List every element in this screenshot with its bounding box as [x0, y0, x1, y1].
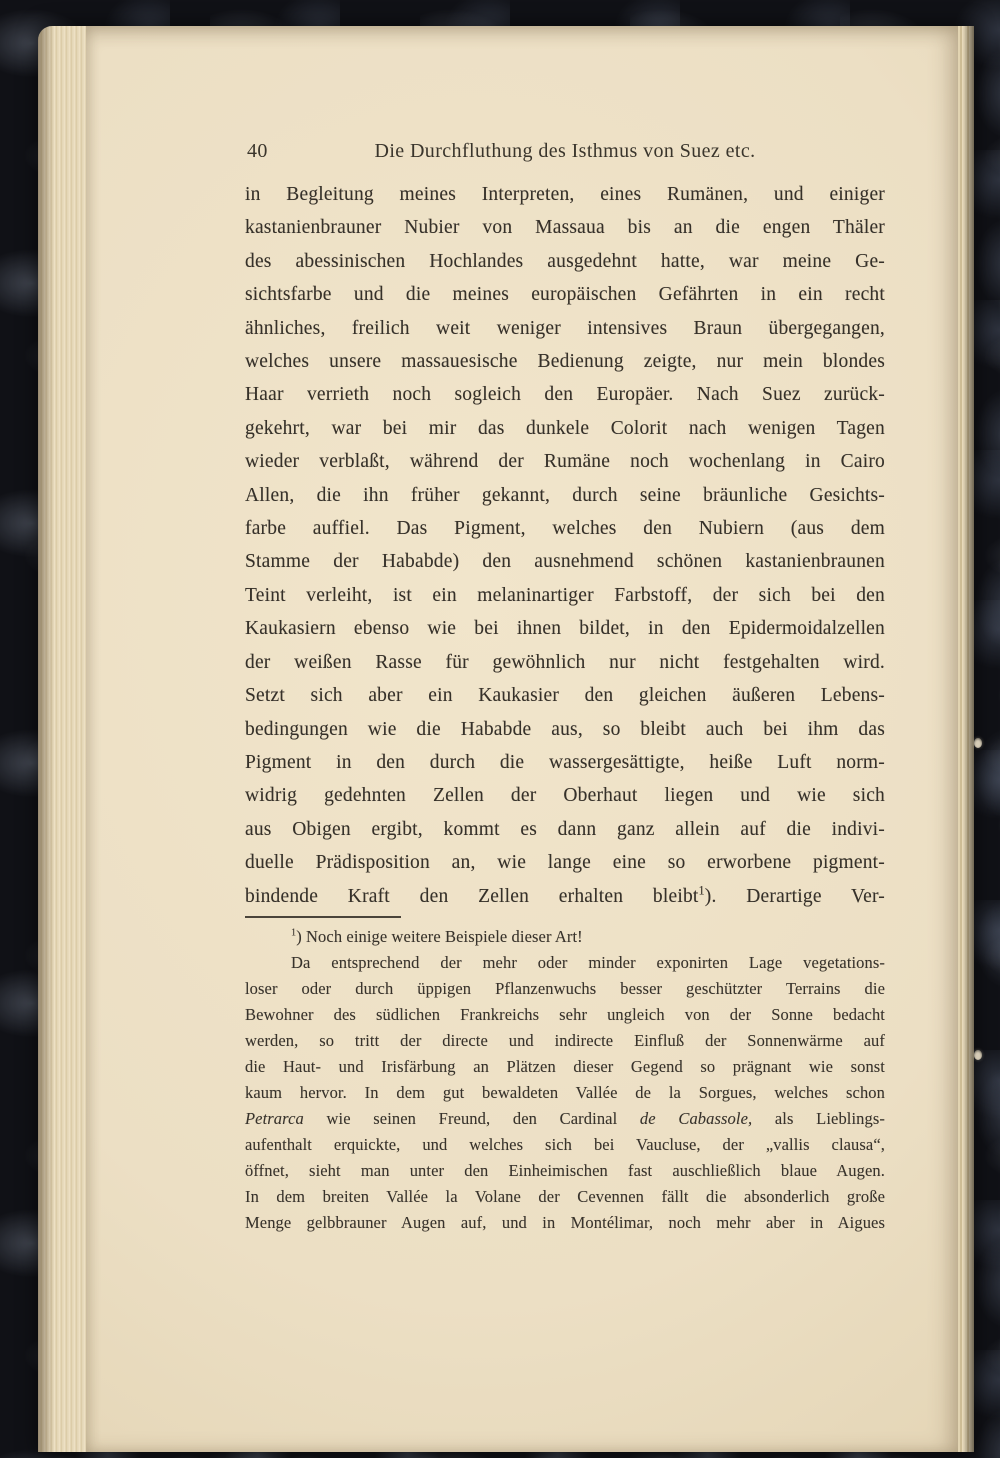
body-line: ähnliches, freilich weit weniger intensives Braun übergegangen, — [245, 317, 885, 339]
footnote-line: aufenthalt erquickte, und welches sich bei Vaucluse, der „vallis clausa“, — [245, 1135, 885, 1154]
body-line: Haar verrieth noch sogleich den Europäer. Nach Suez zurück- — [245, 384, 885, 406]
body-line: sichtsfarbe und die meines europäischen Gefährten in ein recht — [245, 284, 885, 306]
footnote-line: Menge gelbbrauner Augen auf, und in Montélimar, noch mehr aber in Aigues — [245, 1213, 885, 1232]
body-line: widrig gedehnten Zellen der Oberhaut liegen und wie sich — [245, 785, 885, 807]
body-line: gekehrt, war bei mir das dunkele Colorit nach wenigen Tagen — [245, 417, 885, 439]
body-line: bedingungen wie die Hababde aus, so bleibt auch bei ihm das — [245, 718, 885, 740]
footnote-line: die Haut- und Irisfärbung an Plätzen dieser Gegend so prägnant wie sonst — [245, 1057, 885, 1076]
footnote-text — [245, 924, 885, 1236]
footnote-line: öffnet, sieht man unter den Einheimischen fast auschließlich blaue Augen. — [245, 1161, 885, 1180]
footnote-line: Petrarca wie seinen Freund, den Cardinal de Cabassole, als Lieblings- — [245, 1109, 885, 1128]
footnote-line: In dem breiten Vallée la Volane der Cevennen fällt die absonderlich große — [245, 1187, 885, 1206]
body-line: aus Obigen ergibt, kommt es dann ganz allein auf die indivi- — [245, 818, 885, 840]
body-text — [245, 178, 885, 913]
body-line: in Begleitung meines Interpreten, eines Rumänen, und einiger — [245, 184, 885, 205]
footnote-line: Bewohner des südlichen Frankreichs sehr ungleich von der Sonne bedacht — [245, 1005, 885, 1024]
body-line: Kaukasiern ebenso wie bei ihnen bildet, in den Epidermoidalzellen — [245, 618, 885, 640]
body-line: Pigment in den durch die wassergesättigte, heiße Luft norm- — [245, 751, 885, 773]
body-line: farbe auffiel. Das Pigment, welches den Nubiern (aus dem — [245, 518, 885, 540]
body-line: Allen, die ihn früher gekannt, durch seine bräunliche Gesichts- — [245, 484, 885, 506]
footnote-line: $^1$) Noch einige weitere Beispiele dieser Art! — [291, 927, 583, 946]
body-line: bindende Kraft den Zellen erhalten bleibt$^1$). Derartige Ver- — [245, 883, 886, 907]
sewing-hole — [974, 738, 982, 748]
body-line: der weißen Rasse für gewöhnlich nur nicht festgehalten wird. — [245, 651, 885, 673]
page-fore-edges — [38, 26, 86, 1452]
body-line: duelle Prädisposition an, wie lange eine so erworbene pigment- — [245, 852, 885, 874]
footnote-line: werden, so tritt der directe und indirecte Einfluß der Sonnenwärme auf — [245, 1031, 885, 1050]
page-surface — [86, 26, 958, 1452]
footnote-rule — [245, 916, 401, 918]
body-line: welches unsere massauesische Bedienung zeigte, nur mein blondes — [245, 351, 885, 373]
running-title: Die Durchfluthung des Isthmus von Suez etc. — [374, 140, 756, 162]
body-line: Teint verleiht, ist ein melaninartiger Farbstoff, der sich bei den — [245, 584, 885, 606]
page-number: 40 — [247, 140, 268, 162]
body-line: Setzt sich aber ein Kaukasier den gleichen äußeren Lebens- — [245, 685, 885, 707]
footnote-line: loser oder durch üppigen Pflanzenwuchs besser geschützter Terrains die — [245, 979, 885, 998]
body-line: des abessinischen Hochlandes ausgedehnt hatte, war meine Ge- — [245, 250, 885, 272]
body-line: Stamme der Hababde) den ausnehmend schönen kastanienbraunen — [245, 551, 885, 573]
book-page-stack — [38, 26, 974, 1452]
footnote-line: kaum hervor. In dem gut bewaldeten Vallée de la Sorgues, welches schon — [245, 1083, 885, 1102]
body-line: kastanienbrauner Nubier von Massaua bis an die engen Thäler — [245, 217, 885, 239]
binding-page-edges — [958, 26, 974, 1452]
body-line: wieder verblaßt, während der Rumäne noch wochenlang in Cairo — [245, 451, 885, 473]
page-header — [245, 140, 885, 163]
sewing-hole — [974, 1050, 982, 1060]
footnote-line: Da entsprechend der mehr oder minder exponirten Lage vegetations- — [291, 953, 885, 972]
